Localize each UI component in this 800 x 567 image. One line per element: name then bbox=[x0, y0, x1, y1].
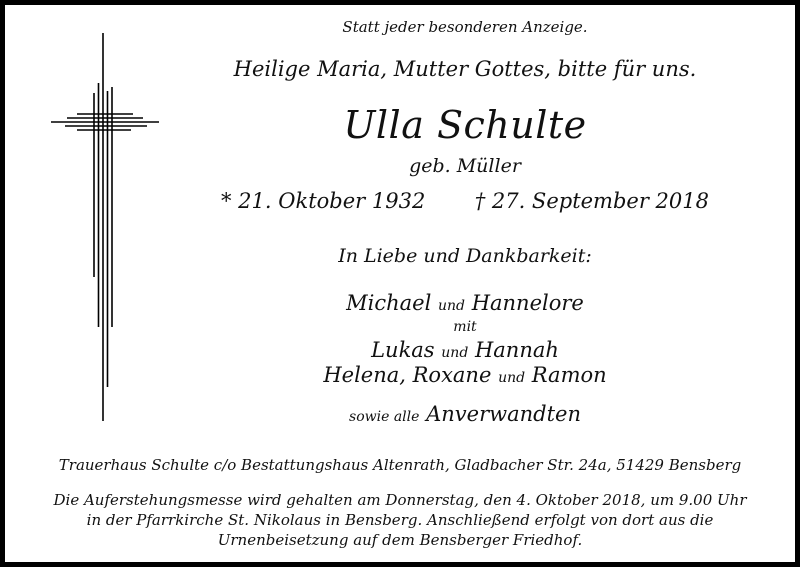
mourner-name: Anverwandten bbox=[426, 402, 581, 426]
mourner-line bbox=[155, 402, 775, 426]
mourner-name: Helena, Roxane bbox=[323, 363, 492, 387]
mourner-name: Michael bbox=[346, 291, 432, 315]
mourner-line bbox=[155, 338, 775, 362]
maiden-name: geb. Müller bbox=[409, 155, 521, 177]
mourners-heading: In Liebe und Dankbarkeit: bbox=[338, 245, 592, 267]
death-date: † 27. September 2018 bbox=[474, 189, 709, 213]
birth-date: * 21. Oktober 1932 bbox=[221, 189, 426, 213]
mourner-line bbox=[155, 291, 775, 315]
intro-line: Statt jeder besonderen Anzeige. bbox=[342, 18, 588, 36]
mourner-name: Lukas bbox=[371, 338, 435, 362]
cross-icon bbox=[43, 27, 163, 425]
mass-info-line: Die Auferstehungsmesse wird gehalten am Donnerstag, den 4. Oktober 2018, um 9.00 Uhr bbox=[53, 491, 747, 509]
connector-mit: mit bbox=[453, 319, 477, 335]
deceased-name: Ulla Schulte bbox=[343, 103, 587, 147]
connector: sowie alle bbox=[349, 409, 420, 425]
funeral-home-address: Trauerhaus Schulte c/o Bestattungshaus Altenrath, Gladbacher Str. 24a, 51429 Bensberg bbox=[58, 456, 742, 474]
prayer-line: Heilige Maria, Mutter Gottes, bitte für uns. bbox=[233, 57, 697, 81]
mourner-line bbox=[155, 363, 775, 387]
life-dates bbox=[155, 189, 775, 213]
mourner-name: Hannah bbox=[474, 338, 559, 362]
mass-info-line: Urnenbeisetzung auf dem Bensberger Friedhof. bbox=[217, 531, 583, 549]
connector: und bbox=[441, 345, 469, 361]
mourner-name: Ramon bbox=[531, 363, 607, 387]
mass-info-line: in der Pfarrkirche St. Nikolaus in Bensberg. Anschließend erfolgt von dort aus die bbox=[86, 511, 714, 529]
mourner-name: Hannelore bbox=[471, 291, 584, 315]
connector: und bbox=[438, 298, 466, 314]
connector: und bbox=[498, 370, 526, 386]
